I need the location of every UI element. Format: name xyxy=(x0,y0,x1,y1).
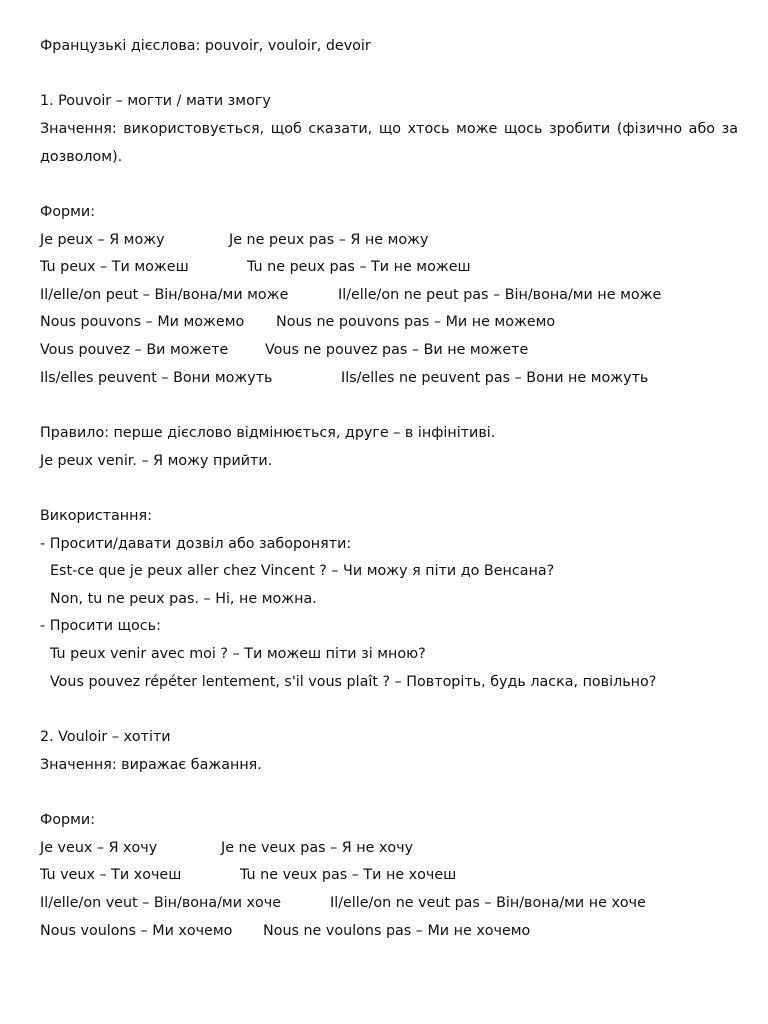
form-negative: Il/elle/on ne veut pas – Він/вона/ми не хоче xyxy=(330,894,646,911)
form-negative: Je ne veux pas – Я не хочу xyxy=(221,839,414,856)
conjugation-row xyxy=(40,309,738,337)
blank-line xyxy=(40,779,738,807)
usage-example: Tu peux venir avec moi ? – Ти можеш піти зі мною? xyxy=(50,646,426,663)
meaning-vouloir: Значення: виражає бажання. xyxy=(40,756,262,773)
conjugation-row xyxy=(40,890,738,918)
form-affirmative: Il/elle/on veut – Він/вона/ми хоче xyxy=(40,894,281,911)
meaning-pouvoir: Значення: використовується, щоб сказати, що хтось може щось зробити (фізично або за дозволом). xyxy=(40,120,738,165)
usage-header: - Просити/давати дозвіл або забороняти: xyxy=(40,535,352,552)
form-affirmative: Ils/elles peuvent – Вони можуть xyxy=(40,369,273,386)
form-affirmative: Je peux – Я можу xyxy=(40,231,165,248)
form-affirmative: Tu peux – Ти можеш xyxy=(40,259,189,276)
form-affirmative: Nous pouvons – Ми можемо xyxy=(40,314,245,331)
form-negative: Il/elle/on ne peut pas – Він/вона/ми не може xyxy=(338,286,662,303)
usage-header: - Просити щось: xyxy=(40,618,161,635)
forms-label-pouvoir: Форми: xyxy=(40,203,96,220)
form-negative: Je ne peux pas – Я не можу xyxy=(229,231,429,248)
form-affirmative: Je veux – Я хочу xyxy=(40,839,158,856)
conjugation-row xyxy=(40,835,738,863)
conjugation-row xyxy=(40,254,738,282)
blank-line xyxy=(40,61,738,89)
usage-example: Non, tu ne peux pas. – Ні, не можна. xyxy=(50,590,317,607)
forms-label-vouloir: Форми: xyxy=(40,811,96,828)
form-negative: Vous ne pouvez pas – Ви не можете xyxy=(265,342,529,359)
blank-line xyxy=(40,392,738,420)
conjugation-row xyxy=(40,227,738,255)
form-affirmative: Nous voulons – Ми хочемо xyxy=(40,922,233,939)
rule-example-pouvoir: Je peux venir. – Я можу прийти. xyxy=(40,452,273,469)
usage-example: Est-ce que je peux aller chez Vincent ? – Чи можу я піти до Венсана? xyxy=(50,563,555,580)
form-affirmative: Il/elle/on peut – Він/вона/ми може xyxy=(40,286,289,303)
usage-label-pouvoir: Використання: xyxy=(40,507,152,524)
conjugation-row xyxy=(40,862,738,890)
section-heading-vouloir: 2. Vouloir – хотіти xyxy=(40,729,171,746)
form-negative: Nous ne voulons pas – Ми не хочемо xyxy=(263,922,531,939)
conjugation-row xyxy=(40,282,738,310)
blank-line xyxy=(40,696,738,724)
form-negative: Ils/elles ne peuvent pas – Вони не можуть xyxy=(341,369,649,386)
form-negative: Tu ne veux pas – Ти не хочеш xyxy=(240,867,457,884)
blank-line xyxy=(40,171,738,199)
rule-pouvoir: Правило: перше дієслово відмінюється, друге – в інфінітиві. xyxy=(40,425,496,441)
section-heading-pouvoir: 1. Pouvoir – могти / мати змогу xyxy=(40,93,271,110)
usage-example: Vous pouvez répéter lentement, s'il vous plaît ? – Повторіть, будь ласка, повільно? xyxy=(50,673,657,690)
form-negative: Tu ne peux pas – Ти не можеш xyxy=(247,259,471,276)
form-affirmative: Vous pouvez – Ви можете xyxy=(40,342,229,359)
blank-line xyxy=(40,475,738,503)
conjugation-row xyxy=(40,365,738,393)
document-title: Французькі дієслова: pouvoir, vouloir, devoir xyxy=(40,38,371,54)
conjugation-row xyxy=(40,337,738,365)
form-negative: Nous ne pouvons pas – Ми не можемо xyxy=(276,314,556,331)
form-affirmative: Tu veux – Ти хочеш xyxy=(40,867,182,884)
conjugation-row xyxy=(40,918,738,946)
